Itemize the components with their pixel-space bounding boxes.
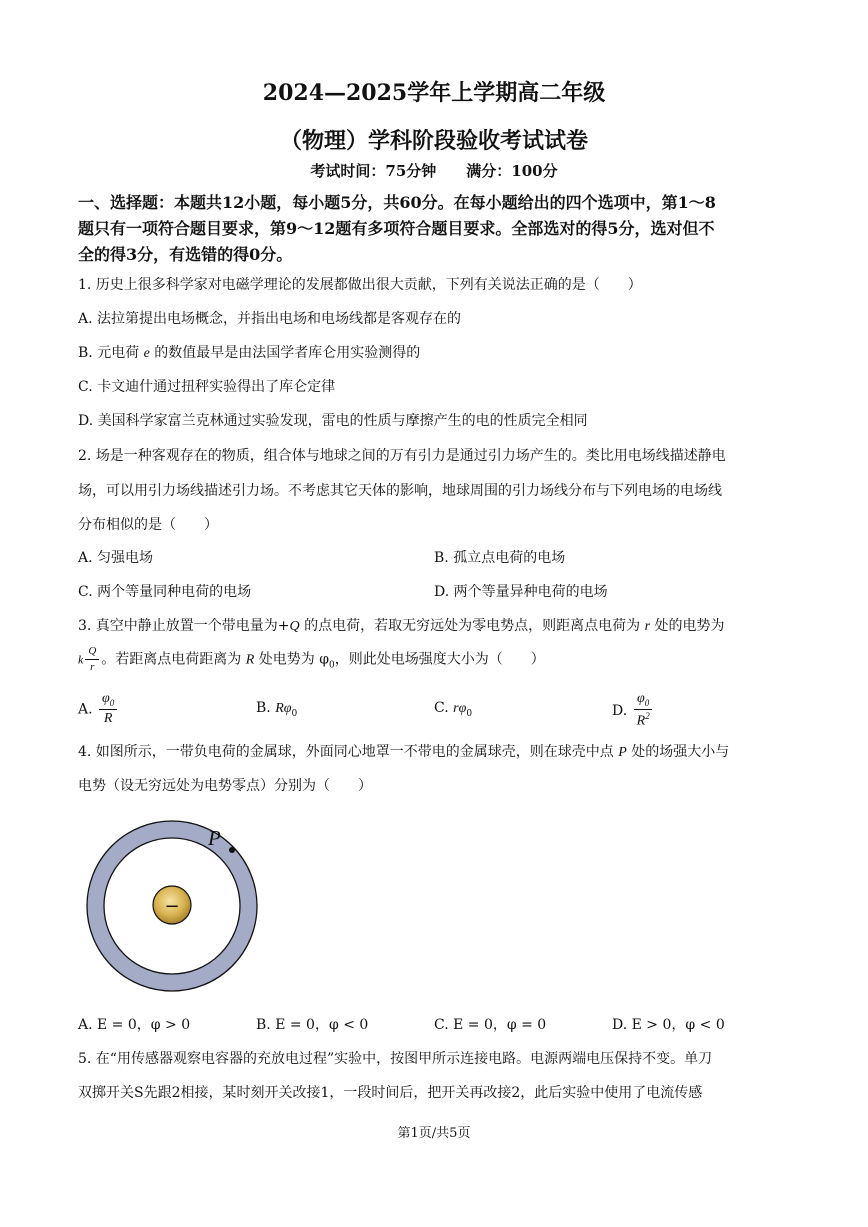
q4-option-a: A. E = 0，φ > 0 xyxy=(78,1017,191,1033)
q2-option-d: D. 两个等量异种电荷的电场 xyxy=(434,584,608,600)
q3-option-a-fraction xyxy=(99,692,117,727)
q3-option-c-value: rφ xyxy=(453,701,467,716)
q3-d-num-sub: 0 xyxy=(644,697,650,708)
q4-option-c: C. E = 0，φ = 0 xyxy=(434,1017,547,1033)
q3-option-c-sub: 0 xyxy=(466,708,473,719)
q3-stem-line2 xyxy=(78,646,545,673)
q3-line2-sub: 0 xyxy=(329,660,335,671)
q2-option-c: C. 两个等量同种电荷的电场 xyxy=(78,584,252,600)
exam-meta: 考试时间：75分钟 满分：100分 xyxy=(310,162,558,180)
point-p-dot xyxy=(229,847,235,853)
point-p-label: P xyxy=(208,826,221,850)
q3-option-b-label: B. xyxy=(256,700,271,716)
q1-option-d: D. 美国科学家富兰克林通过实验发现，雷电的性质与摩擦产生的电的性质完全相同 xyxy=(78,413,588,429)
section-instructions-line2: 题只有一项符合题目要求，第9～12题有多项符合题目要求。全部选对的得5分，选对但不 xyxy=(78,219,715,238)
q3-option-d-label: D. xyxy=(612,702,628,719)
q4-stem-line2: 电势（设无穷远处为电势零点）分别为（ ） xyxy=(78,778,372,794)
q3-line1-r: r xyxy=(644,619,651,634)
q3-option-c xyxy=(434,700,472,719)
q3-line2-post: ，则此处电场强度大小为（ ） xyxy=(334,651,545,668)
exam-title-line1: 2024—2025学年上学期高二年级 xyxy=(262,80,606,106)
negative-charge-sign: − xyxy=(164,896,180,917)
q3-option-b xyxy=(256,700,297,719)
page-number: 第1页/共5页 xyxy=(397,1126,471,1141)
exam-title-line2: （物理）学科阶段验收考试试卷 xyxy=(279,128,588,154)
q3-d-den xyxy=(634,710,653,729)
q2-stem-line3: 分布相似的是（ ） xyxy=(78,517,218,533)
q1-option-b-post: 的数值最早是由法国学者库仑用实验测得的 xyxy=(149,345,421,361)
q3-frac-num: Q xyxy=(85,646,99,660)
q3-a-num xyxy=(99,692,117,710)
q4-line1-pre: 4. 如图所示，一带负电荷的金属球，外面同心地罩一不带电的金属球壳，则在球壳中点 xyxy=(78,744,619,760)
q3-line1-pre: 3. 真空中静止放置一个带电量为+ xyxy=(78,618,290,634)
q1-option-a: A. 法拉第提出电场概念，并指出电场和电场线都是客观存在的 xyxy=(78,311,462,327)
q3-d-den-R: R xyxy=(636,713,646,729)
section-instructions-line3: 全的得3分，有选错的得0分。 xyxy=(78,245,293,264)
q3-option-b-value: Rφ xyxy=(275,701,292,716)
q3-line1-Q: Q xyxy=(289,619,300,634)
q4-line1-P: P xyxy=(618,745,627,760)
q3-d-num xyxy=(634,692,652,710)
q1-option-c: C. 卡文迪什通过扭秤实验得出了库仑定律 xyxy=(78,379,336,395)
q1-option-b-var: e xyxy=(143,346,150,361)
q3-a-num-phi: φ xyxy=(102,691,110,706)
section-instructions-line1: 一、选择题：本题共12小题，每小题5分，共60分。在每小题给出的四个选项中，第1～8 xyxy=(78,193,716,212)
q3-d-den-sup: 2 xyxy=(645,711,650,722)
q3-option-d xyxy=(612,692,655,730)
q3-k: k xyxy=(78,652,84,667)
q5-stem-line1: 5. 在“用传感器观察电容器的充放电过程”实验中，按图甲所示连接电路。电源两端电压保持不变。单刀 xyxy=(78,1051,713,1067)
sphere-shell-figure xyxy=(78,812,268,1002)
q3-line2-mid: 处电势为 φ xyxy=(254,651,329,668)
q2-option-a: A. 匀强电场 xyxy=(78,550,154,566)
q3-stem-line1 xyxy=(78,615,724,635)
q2-stem-line2: 场，可以用引力场线描述引力场。不考虑其它天体的影响，地球周围的引力场线分布与下列电场的电场线 xyxy=(78,483,722,499)
q3-d-num-phi: φ xyxy=(637,691,645,706)
q3-a-num-sub: 0 xyxy=(109,697,115,708)
q1-stem: 1. 历史上很多科学家对电磁学理论的发展都做出很大贡献，下列有关说法正确的是（ ） xyxy=(78,277,642,293)
q2-option-b: B. 孤立点电荷的电场 xyxy=(434,550,566,566)
q3-option-a-label: A. xyxy=(78,701,93,718)
q4-option-b: B. E = 0，φ < 0 xyxy=(256,1017,369,1033)
q3-option-b-sub: 0 xyxy=(291,708,298,719)
q1-option-b-pre: B. 元电荷 xyxy=(78,345,144,361)
q3-line1-mid: 的点电荷，若取无穷远处为零电势点，则距离点电荷为 xyxy=(299,618,645,634)
q4-option-d: D. E > 0，φ < 0 xyxy=(612,1017,725,1033)
q1-option-b xyxy=(78,342,420,362)
q3-frac-den: r xyxy=(90,660,95,673)
q2-stem-line1: 2. 场是一种客观存在的物质，组合体与地球之间的万有引力是通过引力场产生的。类比用电场线描述静电 xyxy=(78,448,726,464)
q3-option-a xyxy=(78,692,119,727)
q3-line2-R: R xyxy=(245,652,255,668)
q3-a-den: R xyxy=(103,711,113,727)
q3-option-d-fraction xyxy=(634,692,653,730)
q3-line2-pre: 。若距离点电荷距离为 xyxy=(101,651,246,668)
q3-option-c-label: C. xyxy=(434,700,449,716)
q3-line1-post: 处的电势为 xyxy=(650,618,725,634)
q3-fraction xyxy=(85,646,99,673)
q4-stem-line1 xyxy=(78,741,729,761)
q4-line1-post: 处的场强大小与 xyxy=(626,744,730,760)
q5-stem-line2: 双掷开关S先跟2相接，某时刻开关改接1，一段时间后，把开关再改接2，此后实验中使用了电流传感 xyxy=(78,1085,703,1101)
